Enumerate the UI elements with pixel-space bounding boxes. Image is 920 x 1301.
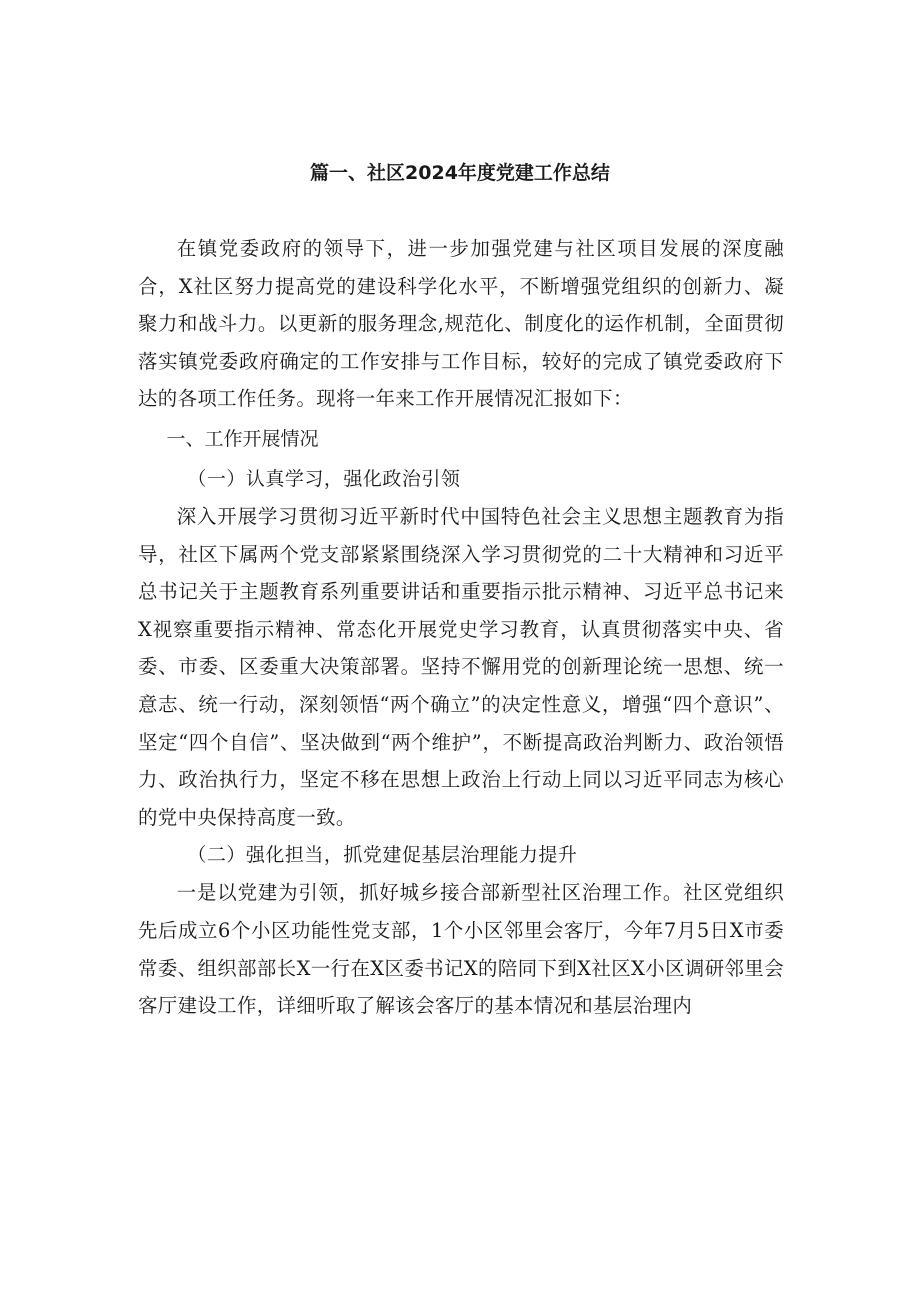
subsection-heading-governance: （二）强化担当，抓党建促基层治理能力提升 (187, 844, 578, 867)
section-heading-work-status: 一、工作开展情况 (166, 427, 319, 450)
study-paragraph: 深入开展学习贯彻习近平新时代中国特色社会主义思想主题教育为指导，社区下属两个党支部紧紧围绕深入学习贯彻党的二十大精神和习近平总书记关于主题教育系列重要讲话和重要指示批示精神、习近平总书记来X视察重要指示精神、常态化开展党史学习教育，认真贯彻落实中央、省委、市委、区委重大决策部署。坚持不懈用党的创新理论统一思想、统一意志、统一行动，深刻领悟“两个确立”的决定性意义，增强“四个意识”、坚定“四个自信”、坚决做到“两个维护”，不断提高政治判断力、政治领悟力、政治执行力，坚定不移在思想上政治上行动上同以习近平同志为核心的党中央保持高度一致。 (138, 504, 784, 829)
document-title: 篇一、社区2024年度党建工作总结 (310, 162, 610, 184)
intro-paragraph: 在镇党委政府的领导下，进一步加强党建与社区项目发展的深度融合，X社区努力提高党的建设科学化水平，不断增强党组织的创新力、凝聚力和战斗力。以更新的服务理念,规范化、制度化的运作机制，全面贯彻落实镇党委政府确定的工作安排与工作目标，较好的完成了镇党委政府下达的各项工作任务。现将一年来工作开展情况汇报如下： (138, 237, 784, 411)
subsection-heading-study: （一）认真学习，强化政治引领 (187, 467, 461, 490)
governance-paragraph: 一是以党建为引领，抓好城乡接合部新型社区治理工作。社区党组织先后成立6个小区功能性党支部，1个小区邻里会客厅，今年7月5日X市委常委、组织部部长X一行在X区委书记X的陪同下到X社区X小区调研邻里会客厅建设工作，详细听取了解该会客厅的基本情况和基层治理内 (138, 881, 784, 1018)
document-body (138, 230, 784, 1025)
